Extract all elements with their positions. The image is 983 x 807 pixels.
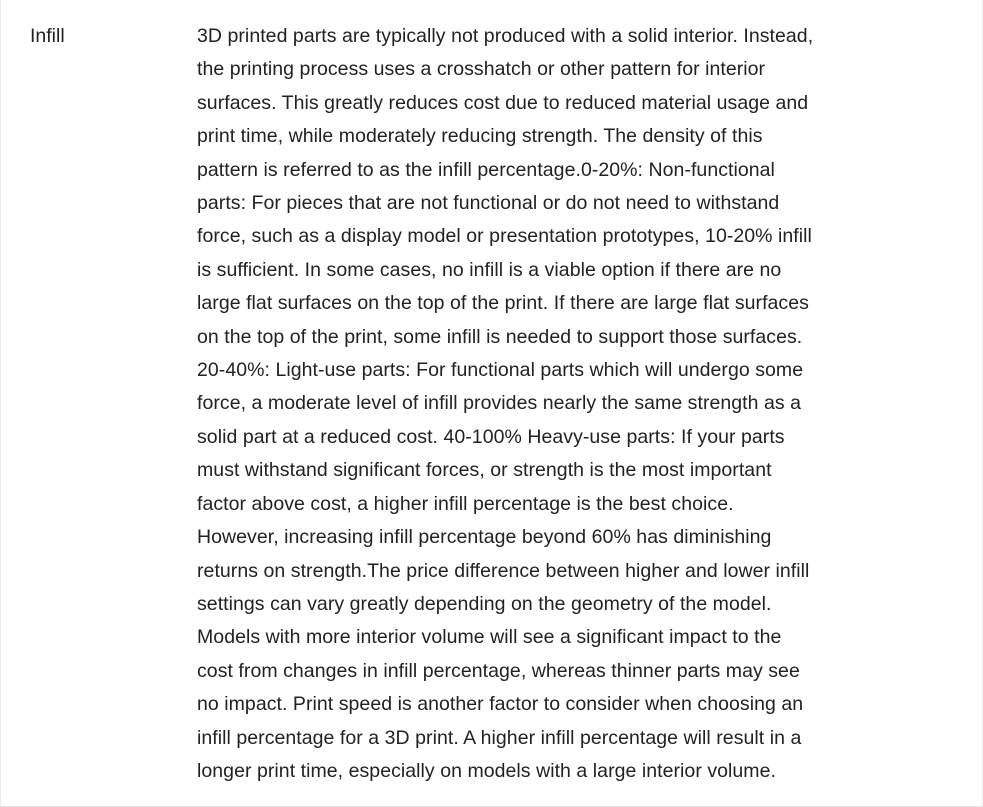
description-line: infill percentage for a 3D print. A higher infill percentage will result in a	[197, 726, 802, 749]
description-line: factor above cost, a higher infill percentage is the best choice.	[197, 492, 734, 515]
description-line: is sufficient. In some cases, no infill is a viable option if there are no	[197, 258, 782, 281]
description-line: solid part at a reduced cost. 40-100% Heavy-use parts: If your parts	[197, 425, 785, 448]
description-line: large flat surfaces on the top of the print. If there are large flat surfaces	[197, 292, 809, 315]
description-line: surfaces. This greatly reduces cost due to reduced material usage and	[197, 91, 809, 114]
description-line: Models with more interior volume will see a significant impact to the	[197, 626, 782, 649]
spec-label: Infill	[30, 25, 65, 47]
description-line: returns on strength.The price difference between higher and lower infill	[197, 559, 810, 582]
description-line: cost from changes in infill percentage, whereas thinner parts may see	[197, 659, 800, 682]
description-line: no impact. Print speed is another factor to consider when choosing an	[197, 693, 804, 716]
description-line: force, a moderate level of infill provides nearly the same strength as a	[197, 392, 802, 415]
description-line: on the top of the print, some infill is needed to support those surfaces.	[197, 325, 803, 348]
description-line: pattern is referred to as the infill percentage.0-20%: Non-functional	[197, 158, 775, 181]
description-line: settings can vary greatly depending on the geometry of the model.	[197, 592, 772, 615]
description-line: must withstand significant forces, or strength is the most important	[197, 459, 772, 482]
description-line: longer print time, especially on models with a large interior volume.	[197, 759, 776, 782]
spec-row-infill	[1, 0, 982, 788]
description-line: the printing process uses a crosshatch or other pattern for interior	[197, 58, 766, 81]
description-line: However, increasing infill percentage beyond 60% has diminishing	[197, 526, 772, 549]
description-line: force, such as a display model or presentation prototypes, 10-20% infill	[197, 225, 812, 248]
description-line: 3D printed parts are typically not produced with a solid interior. Instead,	[197, 25, 814, 47]
description-line: parts: For pieces that are not functional or do not need to withstand	[197, 192, 780, 215]
spec-description	[197, 20, 962, 788]
description-line: print time, while moderately reducing strength. The density of this	[197, 125, 763, 148]
description-line: 20-40%: Light-use parts: For functional parts which will undergo some	[197, 359, 804, 382]
